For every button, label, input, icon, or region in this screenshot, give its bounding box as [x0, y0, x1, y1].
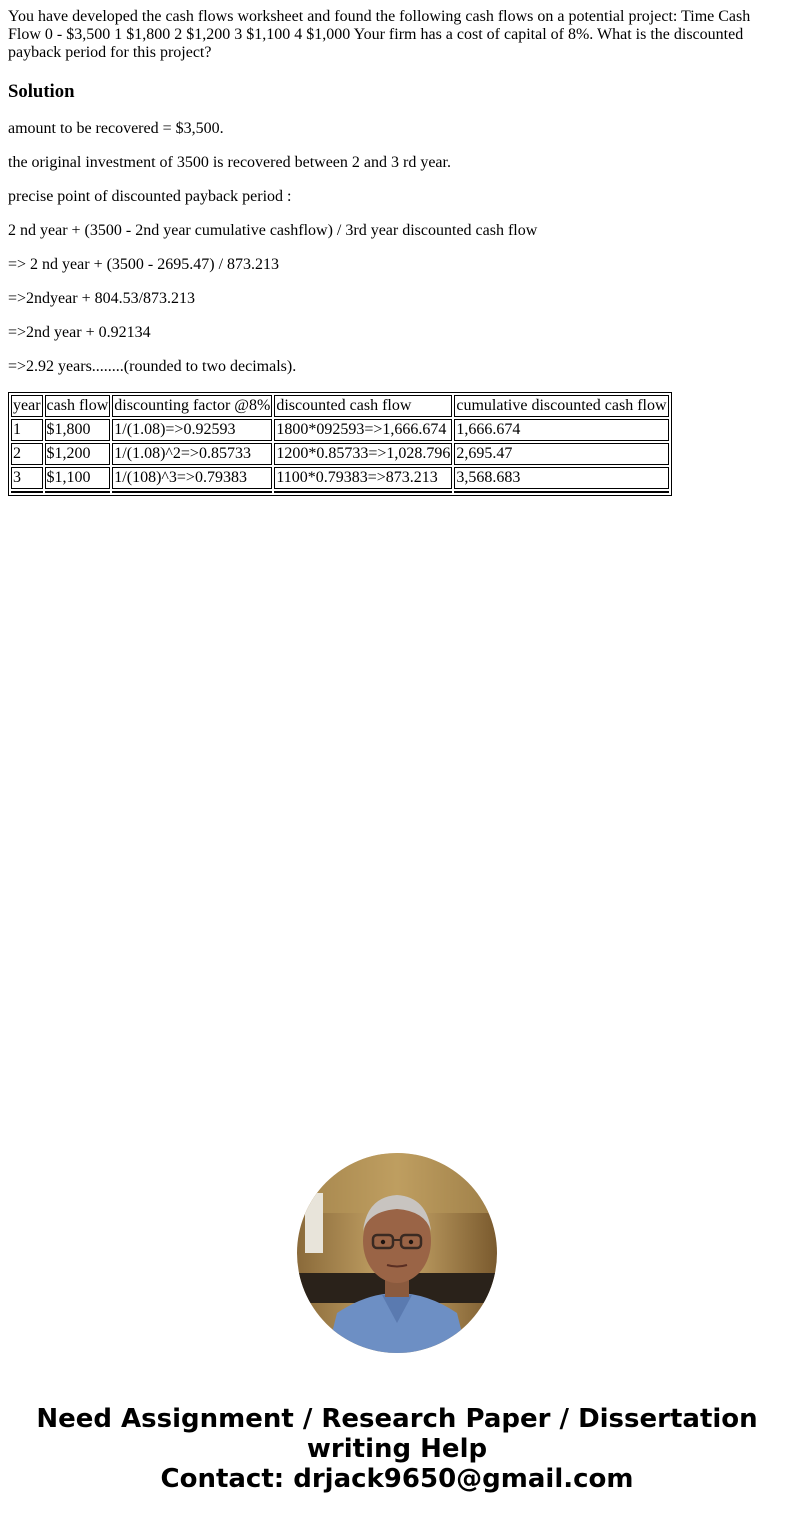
- document-content: [8, 8, 786, 496]
- solution-line: =>2ndyear + 804.53/873.213: [8, 290, 196, 307]
- table-header-cell: discounted cash flow: [274, 395, 452, 417]
- table-cell: 1/(108)^3=>0.79383: [112, 467, 272, 489]
- table-cell: 2,695.47: [454, 443, 668, 465]
- question-text: You have developed the cash flows worksheet and found the following cash flows on a potential project: Time Cash Flow 0 - $3,500 1 $1,800 2 $1,200 3 $1,100 4 $1,000 Your firm has a cost of capital of 8%. What is the discounted payback period for this project?: [8, 8, 751, 61]
- table-cell: $1,200: [45, 443, 111, 465]
- footer-line: writing Help: [306, 1434, 488, 1464]
- table-row: [11, 419, 669, 441]
- table-cell: 1/(1.08)=>0.92593: [112, 419, 272, 441]
- table-empty-cell: [45, 491, 111, 493]
- table-empty-cell: [274, 491, 452, 493]
- table-header-cell: discounting factor @8%: [112, 395, 272, 417]
- footer-line: Need Assignment / Research Paper / Dissertation: [36, 1404, 758, 1434]
- table-cell: 1800*092593=>1,666.674: [274, 419, 452, 441]
- solution-line: precise point of discounted payback period :: [8, 188, 292, 205]
- table-cell: 1200*0.85733=>1,028.796: [274, 443, 452, 465]
- table-cell: 1: [11, 419, 43, 441]
- avatar: [297, 1153, 497, 1353]
- solution-line: the original investment of 3500 is recovered between 2 and 3 rd year.: [8, 154, 451, 171]
- table-row: [11, 443, 669, 465]
- solution-line: 2 nd year + (3500 - 2nd year cumulative cashflow) / 3rd year discounted cash flow: [8, 222, 538, 239]
- table-empty-cell: [112, 491, 272, 493]
- solution-line: =>2.92 years........(rounded to two decimals).: [8, 358, 297, 375]
- solution-heading: Solution: [8, 81, 75, 102]
- table-cell: 1,666.674: [454, 419, 668, 441]
- table-header-row: [11, 395, 669, 417]
- table-row: [11, 467, 669, 489]
- table-header-cell: cash flow: [45, 395, 111, 417]
- table-cell: $1,100: [45, 467, 111, 489]
- table-cell: 1/(1.08)^2=>0.85733: [112, 443, 272, 465]
- table-empty-cell: [454, 491, 668, 493]
- table-empty-row: [11, 491, 669, 493]
- table-header-cell: year: [11, 395, 43, 417]
- solution-line: => 2 nd year + (3500 - 2695.47) / 873.213: [8, 256, 280, 273]
- table-empty-cell: [11, 491, 43, 493]
- avatar-portrait-image: [297, 1153, 497, 1353]
- footer-promo: [0, 1404, 794, 1494]
- table-cell: 3: [11, 467, 43, 489]
- table-cell: $1,800: [45, 419, 111, 441]
- cash-flow-table: [8, 392, 672, 496]
- table-cell: 2: [11, 443, 43, 465]
- table-header-cell: cumulative discounted cash flow: [454, 395, 668, 417]
- table-cell: 1100*0.79383=>873.213: [274, 467, 452, 489]
- solution-line: amount to be recovered = $3,500.: [8, 120, 224, 137]
- solution-line: =>2nd year + 0.92134: [8, 324, 151, 341]
- footer-contact: Contact: drjack9650@gmail.com: [160, 1464, 634, 1494]
- table-cell: 3,568.683: [454, 467, 668, 489]
